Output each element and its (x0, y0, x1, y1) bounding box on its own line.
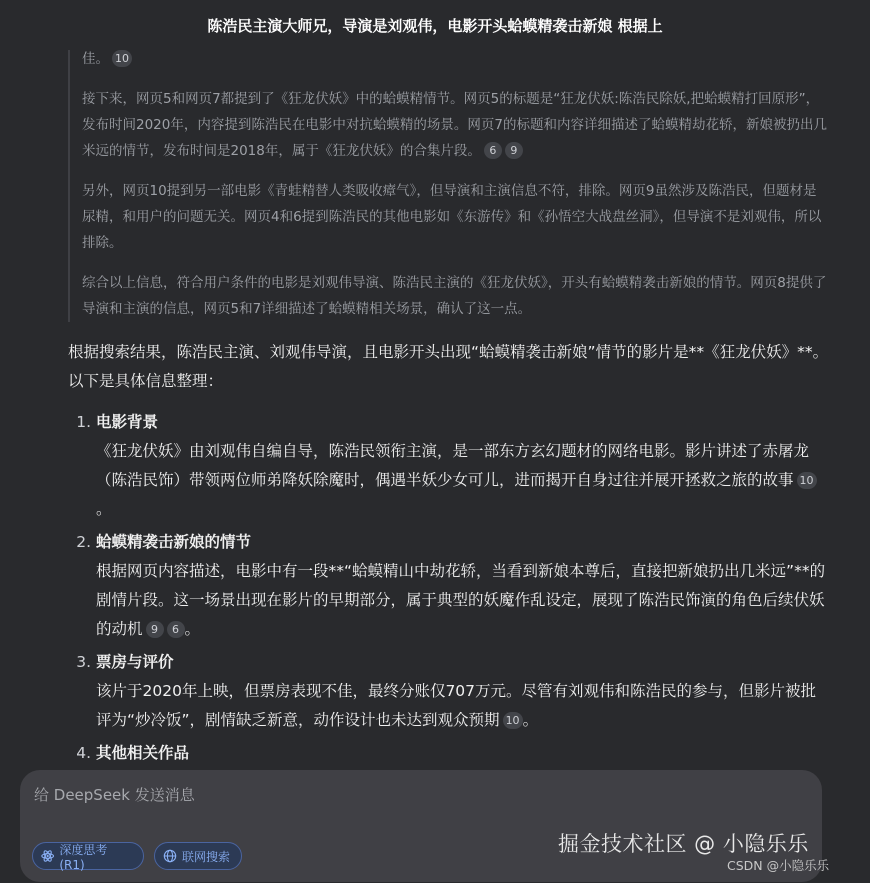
deep-think-button[interactable] (32, 842, 144, 870)
list-item-title: 3. 票房与评价 (96, 653, 174, 671)
list-item: 3. 票房与评价 该片于2020年上映，但票房表现不佳，最终分账仅707万元。尽管有刘观伟和陈浩民的参与，但影片被批评为“炒冷饭”，剧情缺乏新意，动作设计也未达到观众预期 10 。 (96, 648, 830, 735)
citation-badge[interactable]: 10 (112, 50, 132, 67)
web-search-label: 联网搜索 (182, 849, 231, 864)
citation-badge[interactable]: 10 (797, 472, 817, 489)
list-item (96, 739, 830, 768)
answer-list (68, 408, 830, 768)
thinking-panel (68, 50, 828, 322)
citation-badge[interactable]: 9 (505, 142, 523, 159)
list-item-title: 2. 蛤蟆精袭击新娘的情节 (96, 533, 252, 551)
thinking-paragraph: 另外，网页10提到另一部电影《青蛙精替人类吸收瘴气》，但导演和主演信息不符，排除。网页9虽然涉及陈浩民，但题材是尿精，和用户的问题无关。网页4和6提到陈浩民的其他电影如《东游传》和《孙悟空大战盘丝洞》，但导演不是刘观伟，所以排除。 (82, 183, 822, 251)
thinking-paragraph: 佳。 10 (82, 50, 828, 72)
answer-intro: 根据搜索结果，陈浩民主演、刘观伟导演，且电影开头出现“蛤蟆精袭击新娘”情节的影片是**《狂龙伏妖》**。以下是具体信息整理： (68, 343, 829, 390)
csdn-watermark: CSDN @小隐乐乐 (727, 858, 830, 873)
list-item-body: 《狂龙伏妖》由刘观伟自编自导，陈浩民领衔主演，是一部东方玄幻题材的网络电影。影片讲述了赤屠龙（陈浩民饰）带领两位师弟降妖除魔时，偶遇半妖少女可儿，进而揭开自身过往并展开拯救之旅的故事 (96, 442, 810, 489)
list-item: 2. 蛤蟆精袭击新娘的情节 根据网页内容描述，电影中有一段**“蛤蟆精山中劫花轿，当看到新娘本尊后，直接把新娘扔出几米远”**的剧情片段。这一场景出现在影片的早期部分，属于典型的妖魔作乱设定，展现了陈浩民饰演的角色后续伏妖的动机 9 6 。 (96, 528, 830, 644)
chat-title-text: 陈浩民主演大师兄，导演是刘观伟，电影开头蛤蟆精袭击新娘 根据上 (207, 16, 663, 35)
thinking-paragraph: 综合以上信息，符合用户条件的电影是刘观伟导演、陈浩民主演的《狂龙伏妖》，开头有蛤蟆精袭击新娘的情节。网页8提供了导演和主演的信息，网页5和7详细描述了蛤蟆精相关场景，确认了这一点。 (82, 275, 827, 317)
citation-badge[interactable]: 6 (167, 621, 185, 638)
list-item-body: 根据网页内容描述，电影中有一段**“蛤蟆精山中劫花轿，当看到新娘本尊后，直接把新娘扔出几米远”**的剧情片段。这一场景出现在影片的早期部分，属于典型的妖魔作乱设定，展现了陈浩民饰演的角色后续伏妖的动机 (96, 562, 826, 638)
list-item-title: 1. 电影背景 (96, 413, 159, 431)
watermark: 掘金技术社区 @ 小隐乐乐 (558, 832, 809, 856)
web-search-button[interactable] (154, 842, 242, 870)
list-item: 1. 电影背景 《狂龙伏妖》由刘观伟自编自导，陈浩民领衔主演，是一部东方玄幻题材的网络电影。影片讲述了赤屠龙（陈浩民饰）带领两位师弟降妖除魔时，偶遇半妖少女可儿，进而揭开自身过往并展开拯救之旅的故事 10。 (96, 408, 830, 524)
message-input[interactable]: 给 DeepSeek 发送消息 (34, 786, 195, 804)
deep-think-label: 深度思考 (R1) (59, 842, 108, 872)
citation-badge[interactable]: 9 (146, 621, 164, 638)
answer-content (68, 338, 830, 772)
chat-title (0, 0, 870, 50)
citation-badge[interactable]: 6 (484, 142, 502, 159)
list-item-body: 该片于2020年上映，但票房表现不佳，最终分账仅707万元。尽管有刘观伟和陈浩民的参与，但影片被批评为“炒冷饭”，剧情缺乏新意，动作设计也未达到观众预期 (96, 682, 817, 729)
citation-badge[interactable]: 10 (503, 712, 523, 729)
atom-icon (41, 849, 54, 863)
globe-icon (163, 849, 177, 863)
list-item-title: 4. 其他相关作品 (96, 744, 190, 762)
message-composer[interactable] (20, 770, 822, 882)
thinking-paragraph: 接下来，网页5和网页7都提到了《狂龙伏妖》中的蛤蟆精情节。网页5的标题是“狂龙伏妖:陈浩民除妖,把蛤蟆精打回原形”，发布时间2020年，内容提到陈浩民在电影中对抗蛤蟆精的场景。网页7的标题和内容详细描述了蛤蟆精劫花轿，新娘被扔出几米远的情节，发布时间是2018年，属于《狂龙伏妖》的合集片段。 6 9 (82, 91, 827, 159)
